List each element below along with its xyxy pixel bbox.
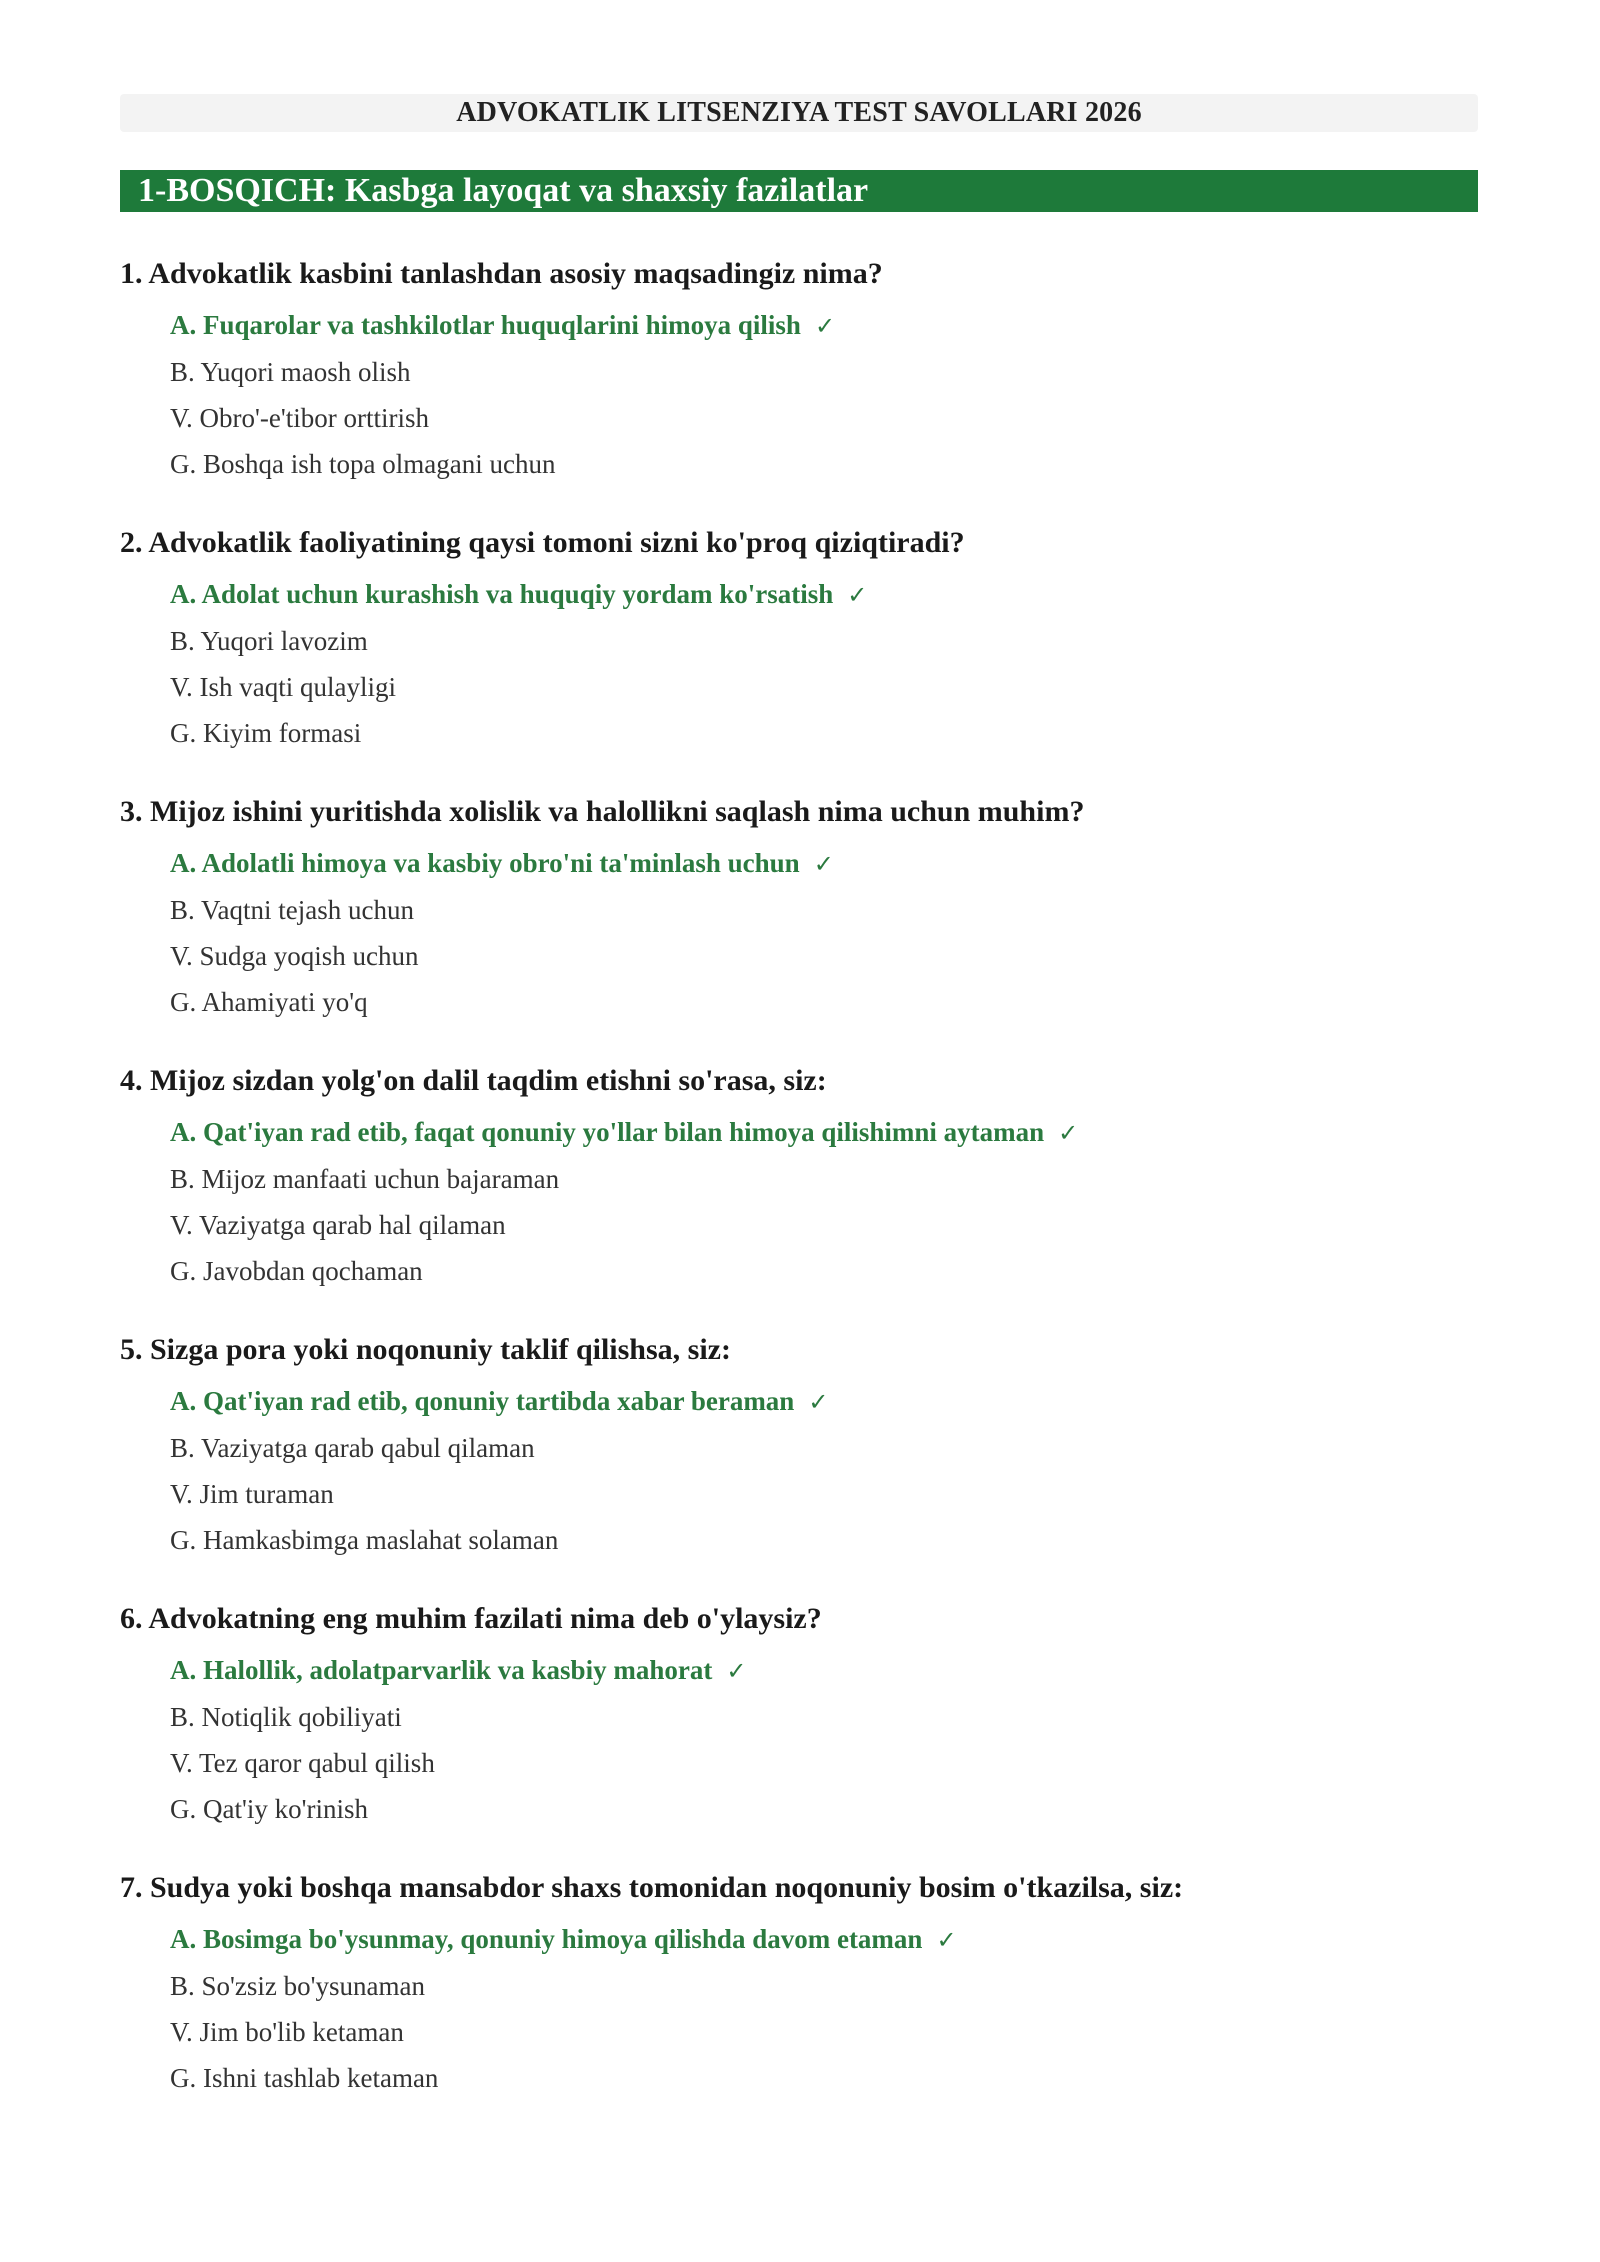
- answer-option-text: B. Vaziyatga qarab qabul qilaman: [170, 1433, 535, 1463]
- answer-option: [170, 1471, 1478, 1517]
- answer-option-text: B. So'zsiz bo'ysunaman: [170, 1971, 425, 2001]
- checkmark-icon: ✓: [808, 1388, 829, 1416]
- answer-options: [120, 1109, 1478, 1294]
- checkmark-icon: ✓: [936, 1926, 957, 1954]
- answer-option-text: G. Boshqa ish topa olmagani uchun: [170, 449, 556, 479]
- answer-option-text: A. Qat'iyan rad etib, faqat qonuniy yo'llar bilan himoya qilishimni aytaman: [170, 1117, 1045, 1147]
- answer-options: [120, 1647, 1478, 1832]
- answer-option-text: A. Fuqarolar va tashkilotlar huquqlarini himoya qilish: [170, 310, 801, 340]
- question-block: [120, 252, 1478, 521]
- answer-option: [170, 1517, 1478, 1563]
- question-block: [120, 521, 1478, 790]
- question-block: [120, 1866, 1478, 2135]
- answer-option-text: A. Adolatli himoya va kasbiy obro'ni ta'minlash uchun: [170, 848, 800, 878]
- checkmark-icon: ✓: [847, 581, 868, 609]
- answer-option: [170, 1156, 1478, 1202]
- answer-option-text: B. Mijoz manfaati uchun bajaraman: [170, 1164, 560, 1194]
- answer-option-text: V. Jim bo'lib ketaman: [170, 2017, 404, 2047]
- checkmark-icon: ✓: [1058, 1119, 1079, 1147]
- question-title: 5. Sizga pora yoki noqonuniy taklif qilishsa, siz:: [120, 1333, 731, 1366]
- answer-option: [170, 2055, 1478, 2101]
- answer-option-text: B. Yuqori lavozim: [170, 626, 368, 656]
- checkmark-icon: ✓: [726, 1657, 747, 1685]
- question-title: 7. Sudya yoki boshqa mansabdor shaxs tomonidan noqonuniy bosim o'tkazilsa, siz:: [120, 1871, 1184, 1904]
- answer-options: [120, 840, 1478, 1025]
- question-list: [120, 252, 1478, 2135]
- answer-options: [120, 571, 1478, 756]
- answer-option-text: A. Adolat uchun kurashish va huquqiy yordam ko'rsatish: [170, 579, 834, 609]
- section-heading: 1-BOSQICH: Kasbga layoqat va shaxsiy fazilatlar: [120, 170, 1478, 212]
- question-title: 4. Mijoz sizdan yolg'on dalil taqdim etishni so'rasa, siz:: [120, 1064, 827, 1097]
- answer-option: [170, 933, 1478, 979]
- answer-option: [170, 441, 1478, 487]
- question-block: [120, 1597, 1478, 1866]
- correct-answer-option: [170, 1109, 1478, 1156]
- correct-answer-option: [170, 840, 1478, 887]
- question-title: 2. Advokatlik faoliyatining qaysi tomoni sizni ko'proq qiziqtiradi?: [120, 526, 965, 559]
- answer-option: [170, 1202, 1478, 1248]
- correct-answer-option: [170, 1378, 1478, 1425]
- answer-option-text: G. Ishni tashlab ketaman: [170, 2063, 439, 2093]
- answer-option-text: V. Sudga yoqish uchun: [170, 941, 419, 971]
- answer-option: [170, 979, 1478, 1025]
- answer-option-text: G. Qat'iy ko'rinish: [170, 1794, 368, 1824]
- checkmark-icon: ✓: [813, 850, 834, 878]
- answer-option: [170, 1786, 1478, 1832]
- answer-option: [170, 887, 1478, 933]
- answer-option-text: A. Qat'iyan rad etib, qonuniy tartibda xabar beraman: [170, 1386, 795, 1416]
- correct-answer-option: [170, 302, 1478, 349]
- answer-option-text: V. Ish vaqti qulayligi: [170, 672, 396, 702]
- correct-answer-option: [170, 1647, 1478, 1694]
- document-title: ADVOKATLIK LITSENZIYA TEST SAVOLLARI 2026: [120, 94, 1478, 132]
- answer-option-text: G. Ahamiyati yo'q: [170, 987, 368, 1017]
- answer-options: [120, 1916, 1478, 2101]
- answer-option: [170, 395, 1478, 441]
- answer-option-text: B. Vaqtni tejash uchun: [170, 895, 414, 925]
- answer-option: [170, 1694, 1478, 1740]
- answer-option-text: G. Hamkasbimga maslahat solaman: [170, 1525, 559, 1555]
- answer-option: [170, 1963, 1478, 2009]
- answer-option: [170, 1740, 1478, 1786]
- question-block: [120, 1059, 1478, 1328]
- answer-option-text: G. Kiyim formasi: [170, 718, 362, 748]
- answer-option-text: V. Tez qaror qabul qilish: [170, 1748, 435, 1778]
- answer-option: [170, 1248, 1478, 1294]
- answer-option: [170, 2009, 1478, 2055]
- answer-options: [120, 302, 1478, 487]
- checkmark-icon: ✓: [814, 312, 836, 340]
- question-title: 6. Advokatning eng muhim fazilati nima deb o'ylaysiz?: [120, 1602, 822, 1635]
- answer-option-text: V. Vaziyatga qarab hal qilaman: [170, 1210, 506, 1240]
- answer-options: [120, 1378, 1478, 1563]
- answer-option: [170, 710, 1478, 756]
- answer-option-text: A. Bosimga bo'ysunmay, qonuniy himoya qilishda davom etaman: [170, 1924, 923, 1954]
- answer-option: [170, 1425, 1478, 1471]
- correct-answer-option: [170, 571, 1478, 618]
- answer-option-text: V. Obro'-e'tibor orttirish: [170, 403, 429, 433]
- question-block: [120, 1328, 1478, 1597]
- question-title: 1. Advokatlik kasbini tanlashdan asosiy maqsadingiz nima?: [120, 257, 883, 290]
- answer-option-text: A. Halollik, adolatparvarlik va kasbiy mahorat: [170, 1655, 713, 1685]
- question-block: [120, 790, 1478, 1059]
- answer-option-text: B. Notiqlik qobiliyati: [170, 1702, 402, 1732]
- answer-option-text: V. Jim turaman: [170, 1479, 334, 1509]
- correct-answer-option: [170, 1916, 1478, 1963]
- answer-option: [170, 618, 1478, 664]
- answer-option-text: G. Javobdan qochaman: [170, 1256, 423, 1286]
- answer-option-text: B. Yuqori maosh olish: [170, 357, 411, 387]
- question-title: 3. Mijoz ishini yuritishda xolislik va halollikni saqlash nima uchun muhim?: [120, 795, 1085, 828]
- answer-option: [170, 664, 1478, 710]
- answer-option: [170, 349, 1478, 395]
